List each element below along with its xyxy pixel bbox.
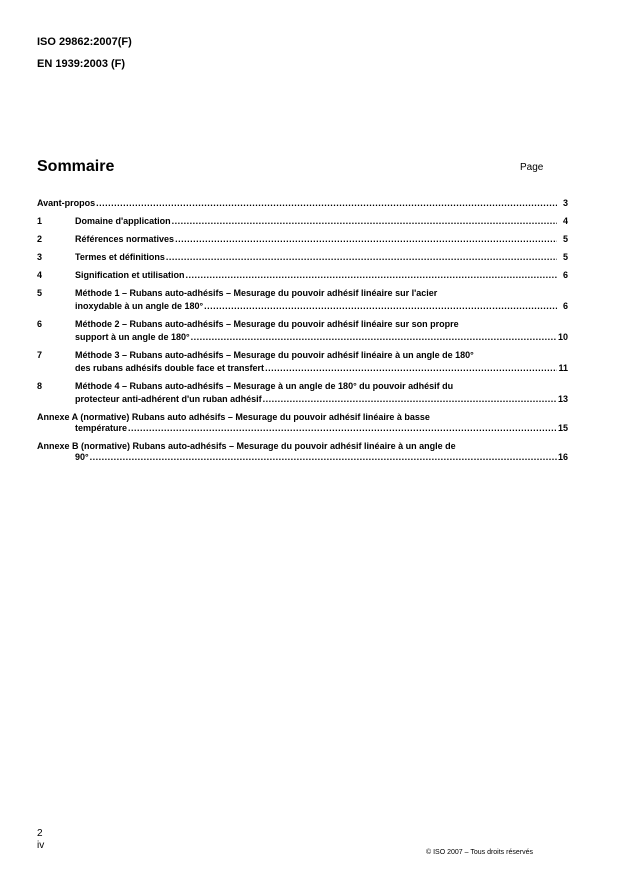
- toc-entry-text: Méthode 1 – Rubans auto-adhésifs – Mesurage du pouvoir adhésif linéaire sur l'acier: [75, 288, 438, 298]
- toc-entry-7[interactable]: [37, 350, 568, 374]
- toc-entry-text: Méthode 3 – Rubans auto-adhésifs – Mesurage du pouvoir adhésif linéaire à un angle de 180°: [75, 350, 474, 360]
- toc-entry-text: Méthode 4 – Rubans auto-adhésifs – Mesurage à un angle de 180° du pouvoir adhésif du: [75, 381, 454, 391]
- toc-entry-number: 1: [37, 216, 43, 226]
- toc-entry-page: 3: [562, 198, 568, 208]
- toc-entry-text: support à un angle de 180°: [75, 332, 190, 342]
- toc-entry-text: des rubans adhésifs double face et transfert: [75, 363, 265, 373]
- toc-entry-6[interactable]: [37, 319, 568, 343]
- toc-entry-foreword[interactable]: [37, 198, 568, 209]
- toc-entry-page: 5: [562, 252, 568, 262]
- toc-entry-4[interactable]: [37, 270, 568, 281]
- toc-entry-text: inoxydable à un angle de 180°: [75, 301, 204, 311]
- toc-entry-text: Termes et définitions: [75, 252, 165, 262]
- iso-reference: ISO 29862:2007(F): [37, 36, 132, 48]
- toc-entry-page: 10: [557, 332, 568, 342]
- toc-entry-text: Signification et utilisation: [75, 270, 185, 280]
- toc-page-label: Page: [520, 162, 544, 173]
- toc-title: Sommaire: [37, 158, 115, 175]
- toc-entry-page: 11: [558, 363, 568, 373]
- toc-entry-text: Méthode 2 – Rubans auto-adhésifs – Mesurage du pouvoir adhésif linéaire sur son propre: [75, 319, 459, 329]
- toc-entry-annex-a[interactable]: [37, 412, 568, 434]
- toc-entry-page: 5: [562, 234, 568, 244]
- toc-entry-number: 4: [37, 270, 43, 280]
- en-reference: EN 1939:2003 (F): [37, 58, 126, 70]
- page-number-roman: iv: [37, 840, 45, 851]
- toc-entry-text: Références normatives: [75, 234, 175, 244]
- toc-entry-text: 90°: [75, 452, 89, 462]
- page-number-arabic: 2: [37, 828, 43, 839]
- toc-entry-number: 7: [37, 350, 43, 360]
- toc-entry-text: température: [75, 423, 128, 433]
- toc-entry-text: Annexe B (normative) Rubans auto-adhésifs – Mesurage du pouvoir adhésif linéaire à un angle de: [37, 441, 456, 451]
- toc-entry-text: Avant-propos: [37, 198, 96, 208]
- toc-entry-page: 15: [557, 423, 568, 433]
- toc-entry-text: Annexe A (normative) Rubans auto adhésifs – Mesurage du pouvoir adhésif linéaire à basse: [37, 412, 430, 422]
- table-of-contents: [37, 198, 568, 463]
- toc-entry-number: 5: [37, 288, 43, 298]
- toc-entry-text: Domaine d'application: [75, 216, 171, 226]
- toc-entry-5[interactable]: [37, 288, 568, 312]
- toc-entry-2[interactable]: [37, 234, 568, 245]
- toc-entry-page: 6: [562, 270, 568, 280]
- toc-entry-page: 4: [562, 216, 568, 226]
- toc-entry-annex-b[interactable]: [37, 441, 568, 463]
- toc-entry-number: 6: [37, 319, 43, 329]
- toc-entry-text: protecteur anti-adhérent d'un ruban adhésif: [75, 394, 262, 404]
- toc-entry-number: 2: [37, 234, 43, 244]
- toc-entry-3[interactable]: [37, 252, 568, 263]
- toc-entry-page: 16: [557, 452, 568, 462]
- toc-entry-page: 6: [562, 301, 568, 311]
- toc-entry-1[interactable]: [37, 216, 568, 227]
- copyright-notice: © ISO 2007 – Tous droits réservés: [426, 849, 533, 856]
- toc-entry-8[interactable]: [37, 381, 568, 405]
- toc-entry-number: 3: [37, 252, 43, 262]
- toc-entry-number: 8: [37, 381, 43, 391]
- toc-entry-page: 13: [557, 394, 568, 404]
